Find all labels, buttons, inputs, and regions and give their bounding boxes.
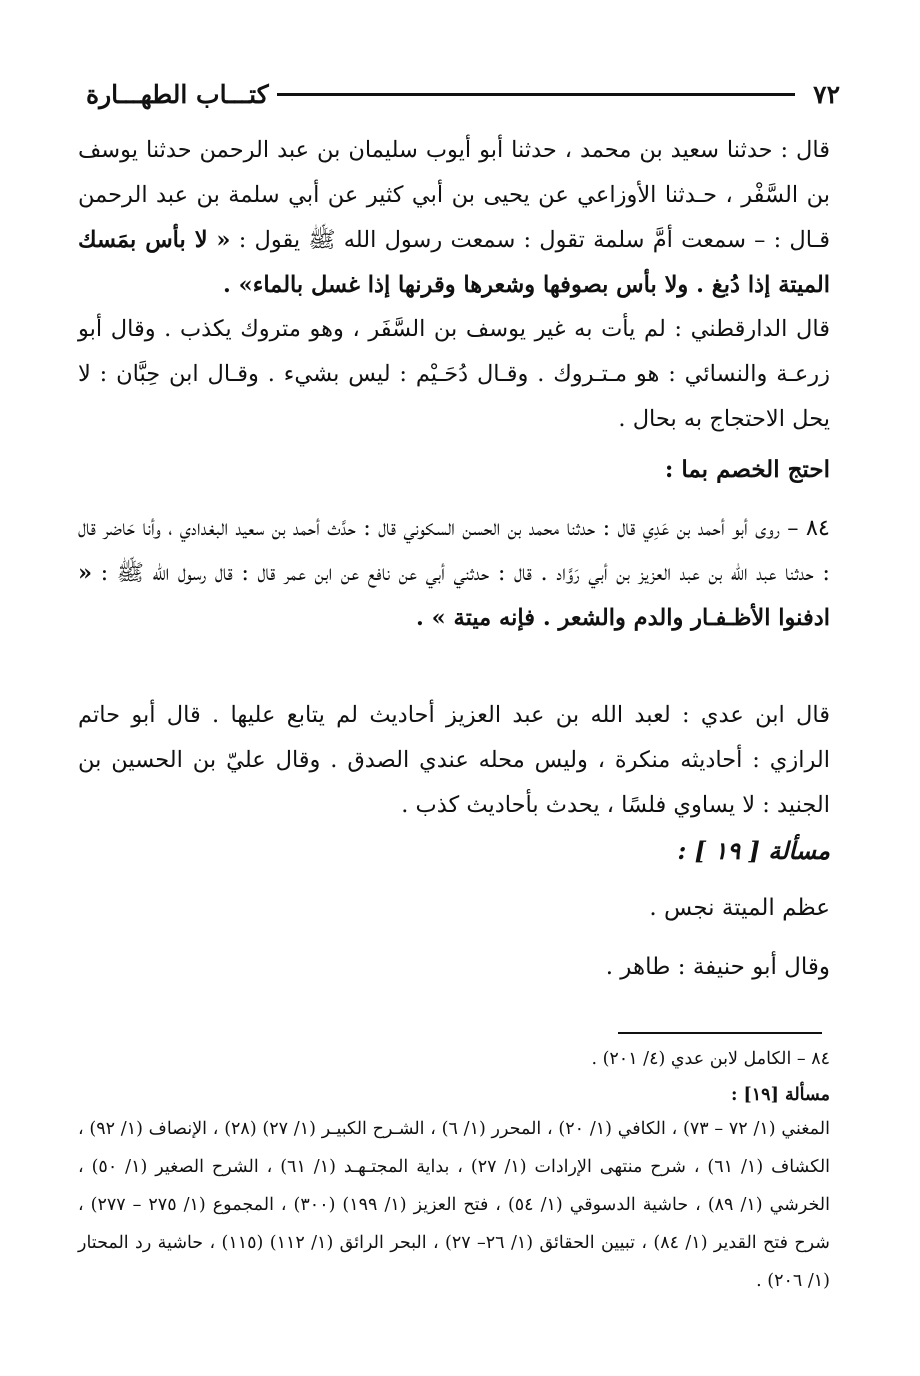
paragraph-text: ٨٤ – روى أبو أحمد بن عَدِي قال : حدثنا محمد بن الحسن السكوني قال : حدَّث أحمد بن سعيد البغدادي ، وأنا حَاضر قال : حدثنا عبد الله بن عبد العزيز بن أبي رَوَّاد . قال : حدثني أبي عن نافع عن ابن عمر قال : قال رسول الله ﷺ : [78, 515, 830, 586]
hadith-quote: « ادفنوا الأظـفـار والدم والشعر . فإنه ميتة » . [78, 560, 830, 631]
abu-hanifa-opinion: وقال أبو حنيفة : طاهر . [605, 954, 830, 980]
hadith-quote: « لا بأس بمَسك الميتة إذا دُبغ . ولا بأس بصوفها وشعرها وقرنها إذا غسل بالماء» . [78, 227, 830, 298]
page-number: ٧٢ [813, 79, 840, 109]
page-header [86, 74, 840, 114]
footnote-masala-label: مسألة [١٩] : [730, 1085, 830, 1105]
paragraph-ibn-adi: قال ابن عدي : لعبد الله بن عبد العزيز أحاديث لم يتابع عليها . قال أبو حاتم الرازي : أحاديثه منكرة ، وليس محله عندي الصدق . وقال عليّ بن الحسين بن الجنيد : لا يساوي فلسًا ، يحدث بأحاديث كذب . [78, 702, 830, 818]
section-heading: احتج الخصم بما : [664, 456, 830, 483]
footnote-masala-references: المغني (١/ ٧٢ – ٧٣) ، الكافي (١/ ٢٠) ، المحرر (١/ ٦) ، الشـرح الكبيـر (١/ ٢٧) (٢٨) ، الإنصاف (١/ ٩٢) ، الكشاف (١/ ٦١) ، شرح منتهى الإرادات (١/ ٢٧) ، بداية المجتـهـد (١/ ٦١) ، الشرح الصغير (١/ ٥٠) ، الخرشي (١/ ٨٩) ، حاشية الدسوقي (١/ ٥٤) ، فتح العزيز (١/ ١٩٩) (٣٠٠) ، المجموع (١/ ٢٧٥ – ٢٧٧) ، شرح فتح القدير (١/ ٨٤) ، تبيين الحقائق (١/ ٢٦– ٢٧) ، البحر الرائق (١/ ١١٢) (١١٥) ، حاشية رد المحتار (١/ ٢٠٦) . [78, 1119, 831, 1291]
footnote-divider [618, 1032, 822, 1034]
paragraph-text: قال : حدثنا سعيد بن محمد ، حدثنا أبو أيوب سليمان بن عبد الرحمن حدثنا يوسف بن السَّفْر ، حـدثنا الأوزاعي عن يحيى بن أبي كثير عن أبي سلمة بن عبد الرحمن قـال : – سمعت أمَّ سلمة تقول : سمعت رسول الله ﷺ يقول : [78, 137, 830, 253]
paragraph-hadith-83 [78, 128, 830, 308]
paragraph-hadith-84 [78, 506, 830, 641]
header-divider [277, 93, 796, 96]
book-title: كتـــاب الطهـــارة [86, 79, 269, 109]
paragraph-daraqutni: قال الدارقطني : لم يأت به غير يوسف بن السَّفَر ، وهو متروك يكذب . وقال أبو زرعـة والنسائي : هو مـتـروك . وقـال دُحَـيْم : ليس بشيء . وقـال ابن حِبَّان : لا يحل الاحتجاج به بحال . [78, 316, 830, 432]
masala-heading: مسألة [ ١٩ ] : [677, 836, 830, 865]
footnote-84: ٨٤ – الكامل لابن عدي (٤/ ٢٠١) . [591, 1049, 830, 1069]
statement: عظم الميتة نجس . [649, 895, 830, 921]
